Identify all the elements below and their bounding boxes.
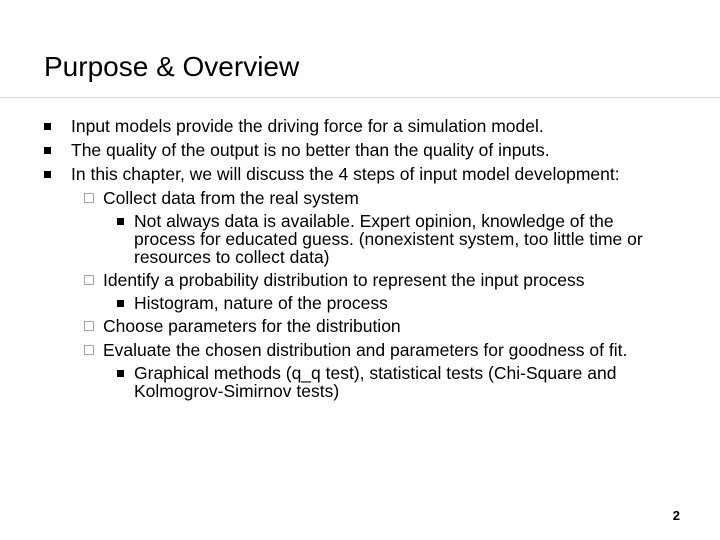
sub-sub-bullet-item bbox=[134, 294, 674, 312]
square-bullet-icon bbox=[44, 123, 51, 130]
square-bullet-icon bbox=[117, 300, 124, 307]
hollow-square-bullet-icon bbox=[84, 345, 94, 355]
bullet-text: Input models provide the driving force for a simulation model. bbox=[71, 116, 544, 136]
sub-bullet-text: Identify a probability distribution to represent the input process bbox=[103, 270, 585, 290]
bullet-item bbox=[71, 116, 631, 136]
slide-title: Purpose & Overview bbox=[44, 51, 300, 82]
bullet-item bbox=[71, 164, 631, 184]
sub-sub-bullet-text: Graphical methods (q_q test), statistical tests (Chi-Square and Kolmogrov-Simirnov tests) bbox=[134, 363, 617, 401]
sub-bullet-text: Choose parameters for the distribution bbox=[103, 316, 401, 336]
sub-bullet-item bbox=[103, 270, 688, 290]
sub-sub-bullet-text: Histogram, nature of the process bbox=[134, 293, 388, 313]
square-bullet-icon bbox=[44, 147, 51, 154]
bullet-text: In this chapter, we will discuss the 4 steps of input model development: bbox=[71, 164, 620, 184]
title-divider bbox=[0, 97, 720, 98]
sub-bullet-text: Collect data from the real system bbox=[103, 188, 359, 208]
sub-bullet-item bbox=[103, 188, 688, 208]
sub-bullet-item bbox=[103, 316, 688, 336]
square-bullet-icon bbox=[117, 370, 124, 377]
sub-sub-bullet-text: Not always data is available. Expert opinion, knowledge of the process for educated guess. (nonexistent system, too little time or resources to collect data) bbox=[134, 211, 643, 267]
sub-sub-bullet-item bbox=[134, 212, 674, 266]
sub-bullet-item bbox=[103, 340, 688, 360]
hollow-square-bullet-icon bbox=[84, 321, 94, 331]
square-bullet-icon bbox=[44, 171, 51, 178]
hollow-square-bullet-icon bbox=[84, 193, 94, 203]
bullet-text: The quality of the output is no better than the quality of inputs. bbox=[71, 140, 550, 160]
page-number: 2 bbox=[672, 508, 680, 523]
hollow-square-bullet-icon bbox=[84, 275, 94, 285]
sub-bullet-text: Evaluate the chosen distribution and parameters for goodness of fit. bbox=[103, 340, 628, 360]
bullet-list bbox=[0, 116, 720, 404]
sub-sub-bullet-item bbox=[134, 364, 674, 400]
square-bullet-icon bbox=[117, 218, 124, 225]
bullet-item bbox=[71, 140, 631, 160]
